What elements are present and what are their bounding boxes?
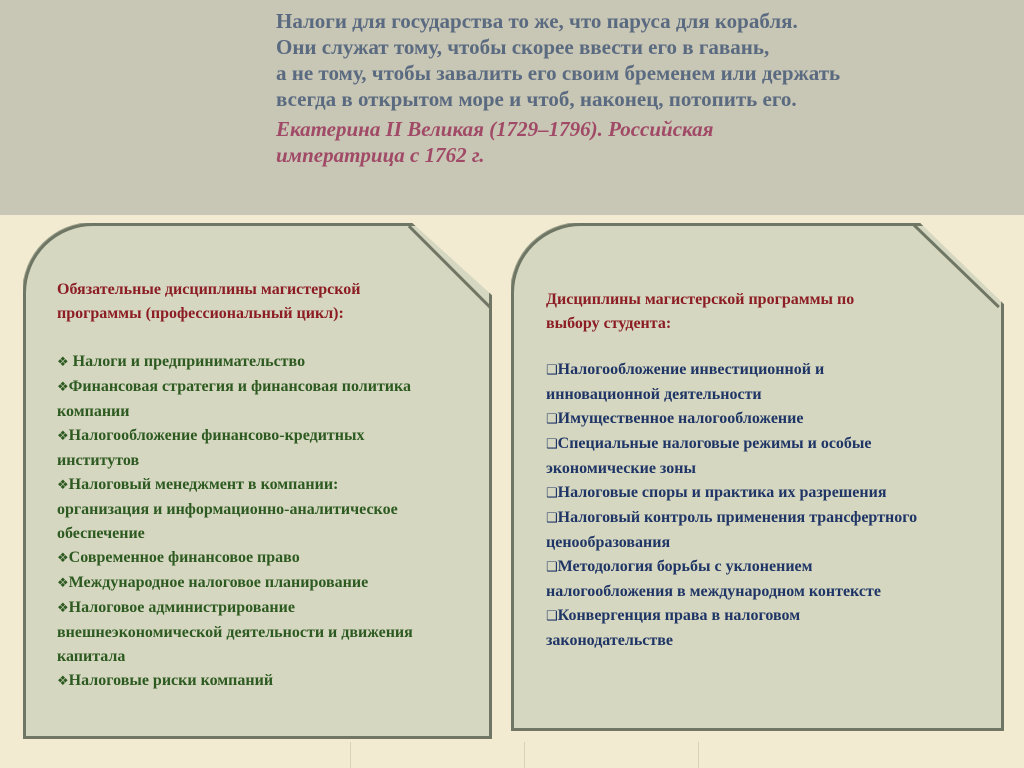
quote-line: Они служат тому, чтобы скорее ввести его в гавань,: [276, 35, 770, 59]
list-item: ❑Налоговый контроль применения трансфертного ценообразования: [546, 509, 918, 551]
quote-line: а не тому, чтобы завалить его своим бременем или держать: [276, 61, 841, 85]
quote-author: [276, 116, 1006, 168]
panel-title-line: выбору студента:: [546, 315, 672, 332]
quote-line: всегда в открытом море и чтоб, наконец, потопить его.: [276, 87, 797, 111]
divider: [350, 742, 351, 768]
square-bullet-icon: ❑: [546, 486, 558, 501]
list-item: ❖Налоговый менеджмент в компании: организация и информационно-аналитическое обеспечение: [57, 476, 398, 542]
panel-title-line: Дисциплины магистерской программы по: [546, 291, 855, 308]
diamond-bullet-icon: ❖: [57, 674, 69, 689]
square-bullet-icon: ❑: [546, 363, 558, 378]
divider: [698, 742, 699, 768]
panel-title-line: программы (профессиональный цикл):: [57, 305, 344, 322]
list-item: ❑Налогообложение инвестиционной и инновационной деятельности: [546, 361, 825, 403]
epigraph-quote: [276, 8, 1006, 168]
diamond-bullet-icon: ❖: [57, 576, 69, 591]
mandatory-disciplines-list: [57, 350, 427, 694]
diamond-bullet-icon: ❖: [57, 429, 69, 444]
square-bullet-icon: ❑: [546, 560, 558, 575]
diamond-bullet-icon: ❖: [57, 601, 69, 616]
list-item: ❖ Налоги и предпринимательство: [57, 353, 306, 370]
quote-author-line: Екатерина II Великая (1729–1796). Российская: [276, 117, 714, 141]
diamond-bullet-icon: ❖: [57, 551, 69, 566]
list-item: ❑Методология борьбы с уклонением налогообложения в международном контексте: [546, 558, 881, 600]
list-item: ❖Налоговое администрирование внешнеэкономической деятельности и движения капитала: [57, 599, 413, 665]
square-bullet-icon: ❑: [546, 437, 558, 452]
panel-title-line: Обязательные дисциплины магистерской: [57, 281, 361, 298]
list-item: ❑Конвергенция права в налоговом законодательстве: [546, 607, 801, 649]
mandatory-panel-title: [57, 278, 360, 326]
elective-panel-title: [546, 288, 854, 336]
list-item: ❑Имущественное налогообложение: [546, 410, 804, 427]
square-bullet-icon: ❑: [546, 609, 558, 624]
square-bullet-icon: ❑: [546, 511, 558, 526]
list-item: ❖Налоговые риски компаний: [57, 672, 274, 689]
list-item: ❖Налогообложение финансово-кредитных институтов: [57, 427, 365, 469]
square-bullet-icon: ❑: [546, 412, 558, 427]
quote-line: Налоги для государства то же, что паруса для корабля.: [276, 9, 798, 33]
diamond-bullet-icon: ❖: [57, 380, 69, 395]
quote-author-line: императрица с 1762 г.: [276, 143, 485, 167]
divider: [524, 742, 525, 768]
list-item: ❑Налоговые споры и практика их разрешения: [546, 484, 887, 501]
list-item: ❖Международное налоговое планирование: [57, 574, 369, 591]
list-item: ❑Специальные налоговые режимы и особые экономические зоны: [546, 435, 872, 477]
elective-disciplines-list: [546, 358, 926, 653]
diamond-bullet-icon: ❖: [57, 355, 69, 370]
list-item: ❖Финансовая стратегия и финансовая политика компании: [57, 378, 411, 420]
diamond-bullet-icon: ❖: [57, 478, 69, 493]
list-item: ❖Современное финансовое право: [57, 549, 300, 566]
